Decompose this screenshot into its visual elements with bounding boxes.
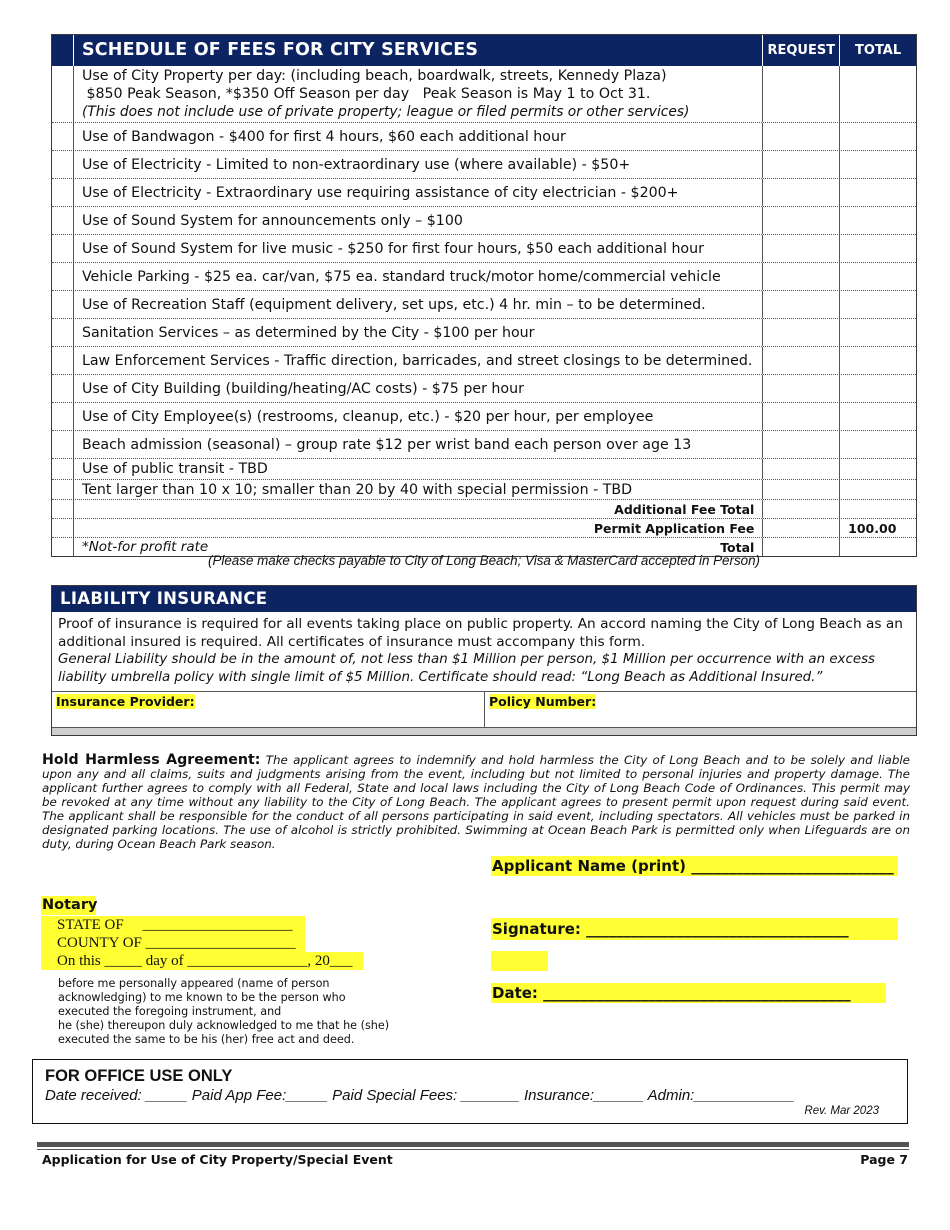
liability-title: LIABILITY INSURANCE [52,586,916,612]
fees-table-header [52,35,916,66]
total-cell[interactable] [839,151,916,178]
property-line-2: $850 Peak Season, *$350 Off Season per day Peak Season is May 1 to Oct 31. [81,86,651,102]
checks-note: (Please make checks payable to City of Long Beach; Visa & MasterCard accepted in Person) [207,553,761,568]
signature-extra-highlight [491,951,548,971]
hold-harmless-agreement [42,753,910,851]
total-cell[interactable] [839,207,916,234]
total-cell[interactable] [839,123,916,150]
request-cell[interactable] [762,480,839,499]
notary-fields [41,916,363,970]
request-cell[interactable] [762,263,839,290]
fees-table [51,34,917,557]
request-cell[interactable] [762,179,839,206]
notary-title: Notary [42,897,98,913]
fee-row [52,262,916,290]
fee-row [52,206,916,234]
fee-description: Use of Recreation Staff (equipment delivery, set ups, etc.) 4 hr. min – to be determined. [81,296,706,313]
total-cell[interactable] [839,291,916,318]
fee-row [52,402,916,430]
row-gutter [52,480,74,499]
liability-para-2: General Liability should be in the amount of, not less than $1 Million per person, $1 Million per occurrence with an excess liability umbrella policy with single limit of $5 Million. Certificate should read: “Long Beach as Additional Insured.” [58,652,876,685]
permit-fee-label: Permit Application Fee [593,520,755,536]
fee-description: Use of Bandwagon - $400 for first 4 hours, $60 each additional hour [81,128,566,145]
row-gutter [52,66,74,122]
fee-description: Use of Electricity - Limited to non-extraordinary use (where available) - $50+ [81,156,631,173]
insurance-fields [52,691,916,727]
fee-description: Use of Sound System for announcements only – $100 [81,212,463,229]
row-gutter [52,207,74,234]
request-cell[interactable] [762,459,839,479]
total-column-header: TOTAL [839,35,916,66]
row-gutter [52,403,74,430]
total-cell[interactable] [839,66,916,122]
revision-note: Rev. Mar 2023 [804,1105,879,1117]
header-gutter [52,35,74,66]
row-gutter [52,347,74,374]
policy-number-label: Policy Number: [489,694,597,709]
page-number: Page 7 [860,1152,908,1167]
fee-row [52,374,916,402]
county-of-field[interactable]: COUNTY OF ____________________ [41,934,305,952]
total-cell[interactable] [839,319,916,346]
request-cell[interactable] [762,151,839,178]
total-cell[interactable] [839,431,916,458]
fee-description: Use of City Employee(s) (restrooms, cleanup, etc.) - $20 per hour, per employee [81,408,654,425]
total-cell[interactable] [839,480,916,499]
notary-body: before me personally appeared (name of person acknowledging) to me known to be the person who executed the foregoing instrument, and he (she) thereupon duly acknowledged to me that he (she) executed the same to be his (her) free act and deed. [58,977,390,1046]
hold-harmless-body: The applicant agrees to indemnify and hold harmless the City of Long Beach and to be solely and liable upon any and all claims, suits and judgments arising from the event, including but not limited to personal injuries and property damage. The applicant further agrees to comply with all Federal, State and local laws including the City of Long Beach Code of Ordinances. This permit may be revoked at any time without any liability to the City of Long Beach. The applicant agrees to present permit upon request during said event. The applicant shall be responsible for the conduct of all persons participating in said event, including spectators. All vehicles must be parked in designated parking locations. The use of alcohol is strictly prohibited. Swimming at Ocean Beach Park is permitted only when Lifeguards are on duty, during Ocean Beach Park season. [42,753,910,851]
additional-fee-row [52,499,916,518]
nonprofit-note: *Not-for profit rate [81,539,209,555]
row-gutter [52,123,74,150]
liability-para-1: Proof of insurance is required for all events taking place on public property. An accord naming the City of Long Beach as an additional insured is required. All certificates of insurance must accompany this form. [58,616,903,650]
fee-description: Vehicle Parking - $25 ea. car/van, $75 ea. standard truck/motor home/commercial vehicle [81,268,721,285]
insurance-provider-field[interactable] [52,692,484,727]
row-gutter [52,519,74,537]
fee-description [74,66,762,122]
row-gutter [52,263,74,290]
row-gutter [52,151,74,178]
signature-field[interactable]: Signature: ___________________________________ [491,918,898,940]
footer-rule-thin [37,1149,909,1150]
total-cell[interactable] [839,403,916,430]
fee-row [52,290,916,318]
property-line-1: Use of City Property per day: (including beach, boardwalk, streets, Kennedy Plaza) [81,68,667,84]
total-cell[interactable] [839,459,916,479]
fee-row [52,178,916,206]
fee-row [52,479,916,499]
total-cell[interactable] [839,375,916,402]
office-use-box [32,1059,908,1124]
applicant-name-field[interactable]: Applicant Name (print) ___________________________ [491,856,898,876]
hold-harmless-title: Hold Harmless Agreement: [42,752,261,768]
total-cell[interactable] [839,347,916,374]
policy-number-field[interactable] [484,692,916,727]
row-gutter [52,319,74,346]
office-use-title: FOR OFFICE USE ONLY [45,1067,233,1085]
fee-description: Beach admission (seasonal) – group rate $12 per wrist band each person over age 13 [81,436,692,453]
row-gutter [52,500,74,518]
state-of-field[interactable]: STATE OF ____________________ [41,916,305,934]
total-cell[interactable] [839,263,916,290]
request-cell[interactable] [762,235,839,262]
row-gutter [52,291,74,318]
liability-bottom-bar [52,727,916,735]
on-this-day-field[interactable]: On this _____ day of ________________, 20___ [41,952,363,970]
row-gutter [52,459,74,479]
row-gutter [52,375,74,402]
footer-title: Application for Use of City Property/Special Event [42,1152,393,1167]
fee-description: Law Enforcement Services - Traffic direction, barricades, and street closings to be determined. [81,352,753,369]
request-cell[interactable] [762,500,839,518]
row-gutter [52,179,74,206]
request-cell[interactable] [762,66,839,122]
fee-row [52,346,916,374]
fee-row-city-property [52,66,916,122]
liability-body [52,612,916,691]
fee-description: Use of Sound System for live music - $250 for first four hours, $50 each additional hour [81,240,704,257]
request-cell[interactable] [762,319,839,346]
total-cell[interactable] [839,500,916,518]
fee-description: Use of City Building (building/heating/AC costs) - $75 per hour [81,380,524,397]
fee-row [52,430,916,458]
fee-description: Sanitation Services – as determined by the City - $100 per hour [81,324,535,341]
total-cell[interactable] [839,235,916,262]
fee-row [52,150,916,178]
fee-row [52,318,916,346]
additional-fee-label: Additional Fee Total [614,501,755,517]
fee-row [52,234,916,262]
row-gutter [52,235,74,262]
request-cell[interactable] [762,375,839,402]
permit-fee-total: 100.00 [839,519,916,537]
total-label: Total [720,539,755,555]
request-cell[interactable] [762,123,839,150]
fee-description: Use of public transit - TBD [81,461,268,477]
fees-table-title: SCHEDULE OF FEES FOR CITY SERVICES [81,40,479,60]
permit-fee-row [52,518,916,537]
request-cell[interactable] [762,519,839,537]
fee-row [52,122,916,150]
date-field[interactable]: Date: _________________________________________ [491,983,886,1003]
request-cell[interactable] [762,403,839,430]
request-cell[interactable] [762,347,839,374]
request-cell[interactable] [762,207,839,234]
request-column-header: REQUEST [762,35,839,66]
office-use-fields: Date received: _____ Paid App Fee:_____ Paid Special Fees: _______ Insurance:______ Admin:____________ [45,1087,795,1104]
total-cell[interactable] [839,179,916,206]
fee-description: Tent larger than 10 x 10; smaller than 20 by 40 with special permission - TBD [81,481,633,498]
fee-description: Use of Electricity - Extraordinary use requiring assistance of city electrician - $200+ [81,184,679,201]
footer-rule-thick [37,1142,909,1147]
liability-insurance-section [51,585,917,736]
fee-row [52,458,916,479]
row-gutter [52,431,74,458]
insurance-provider-label: Insurance Provider: [56,694,195,709]
request-cell[interactable] [762,291,839,318]
request-cell[interactable] [762,431,839,458]
property-line-3: (This does not include use of private property; league or filed permits or other services) [81,104,690,120]
